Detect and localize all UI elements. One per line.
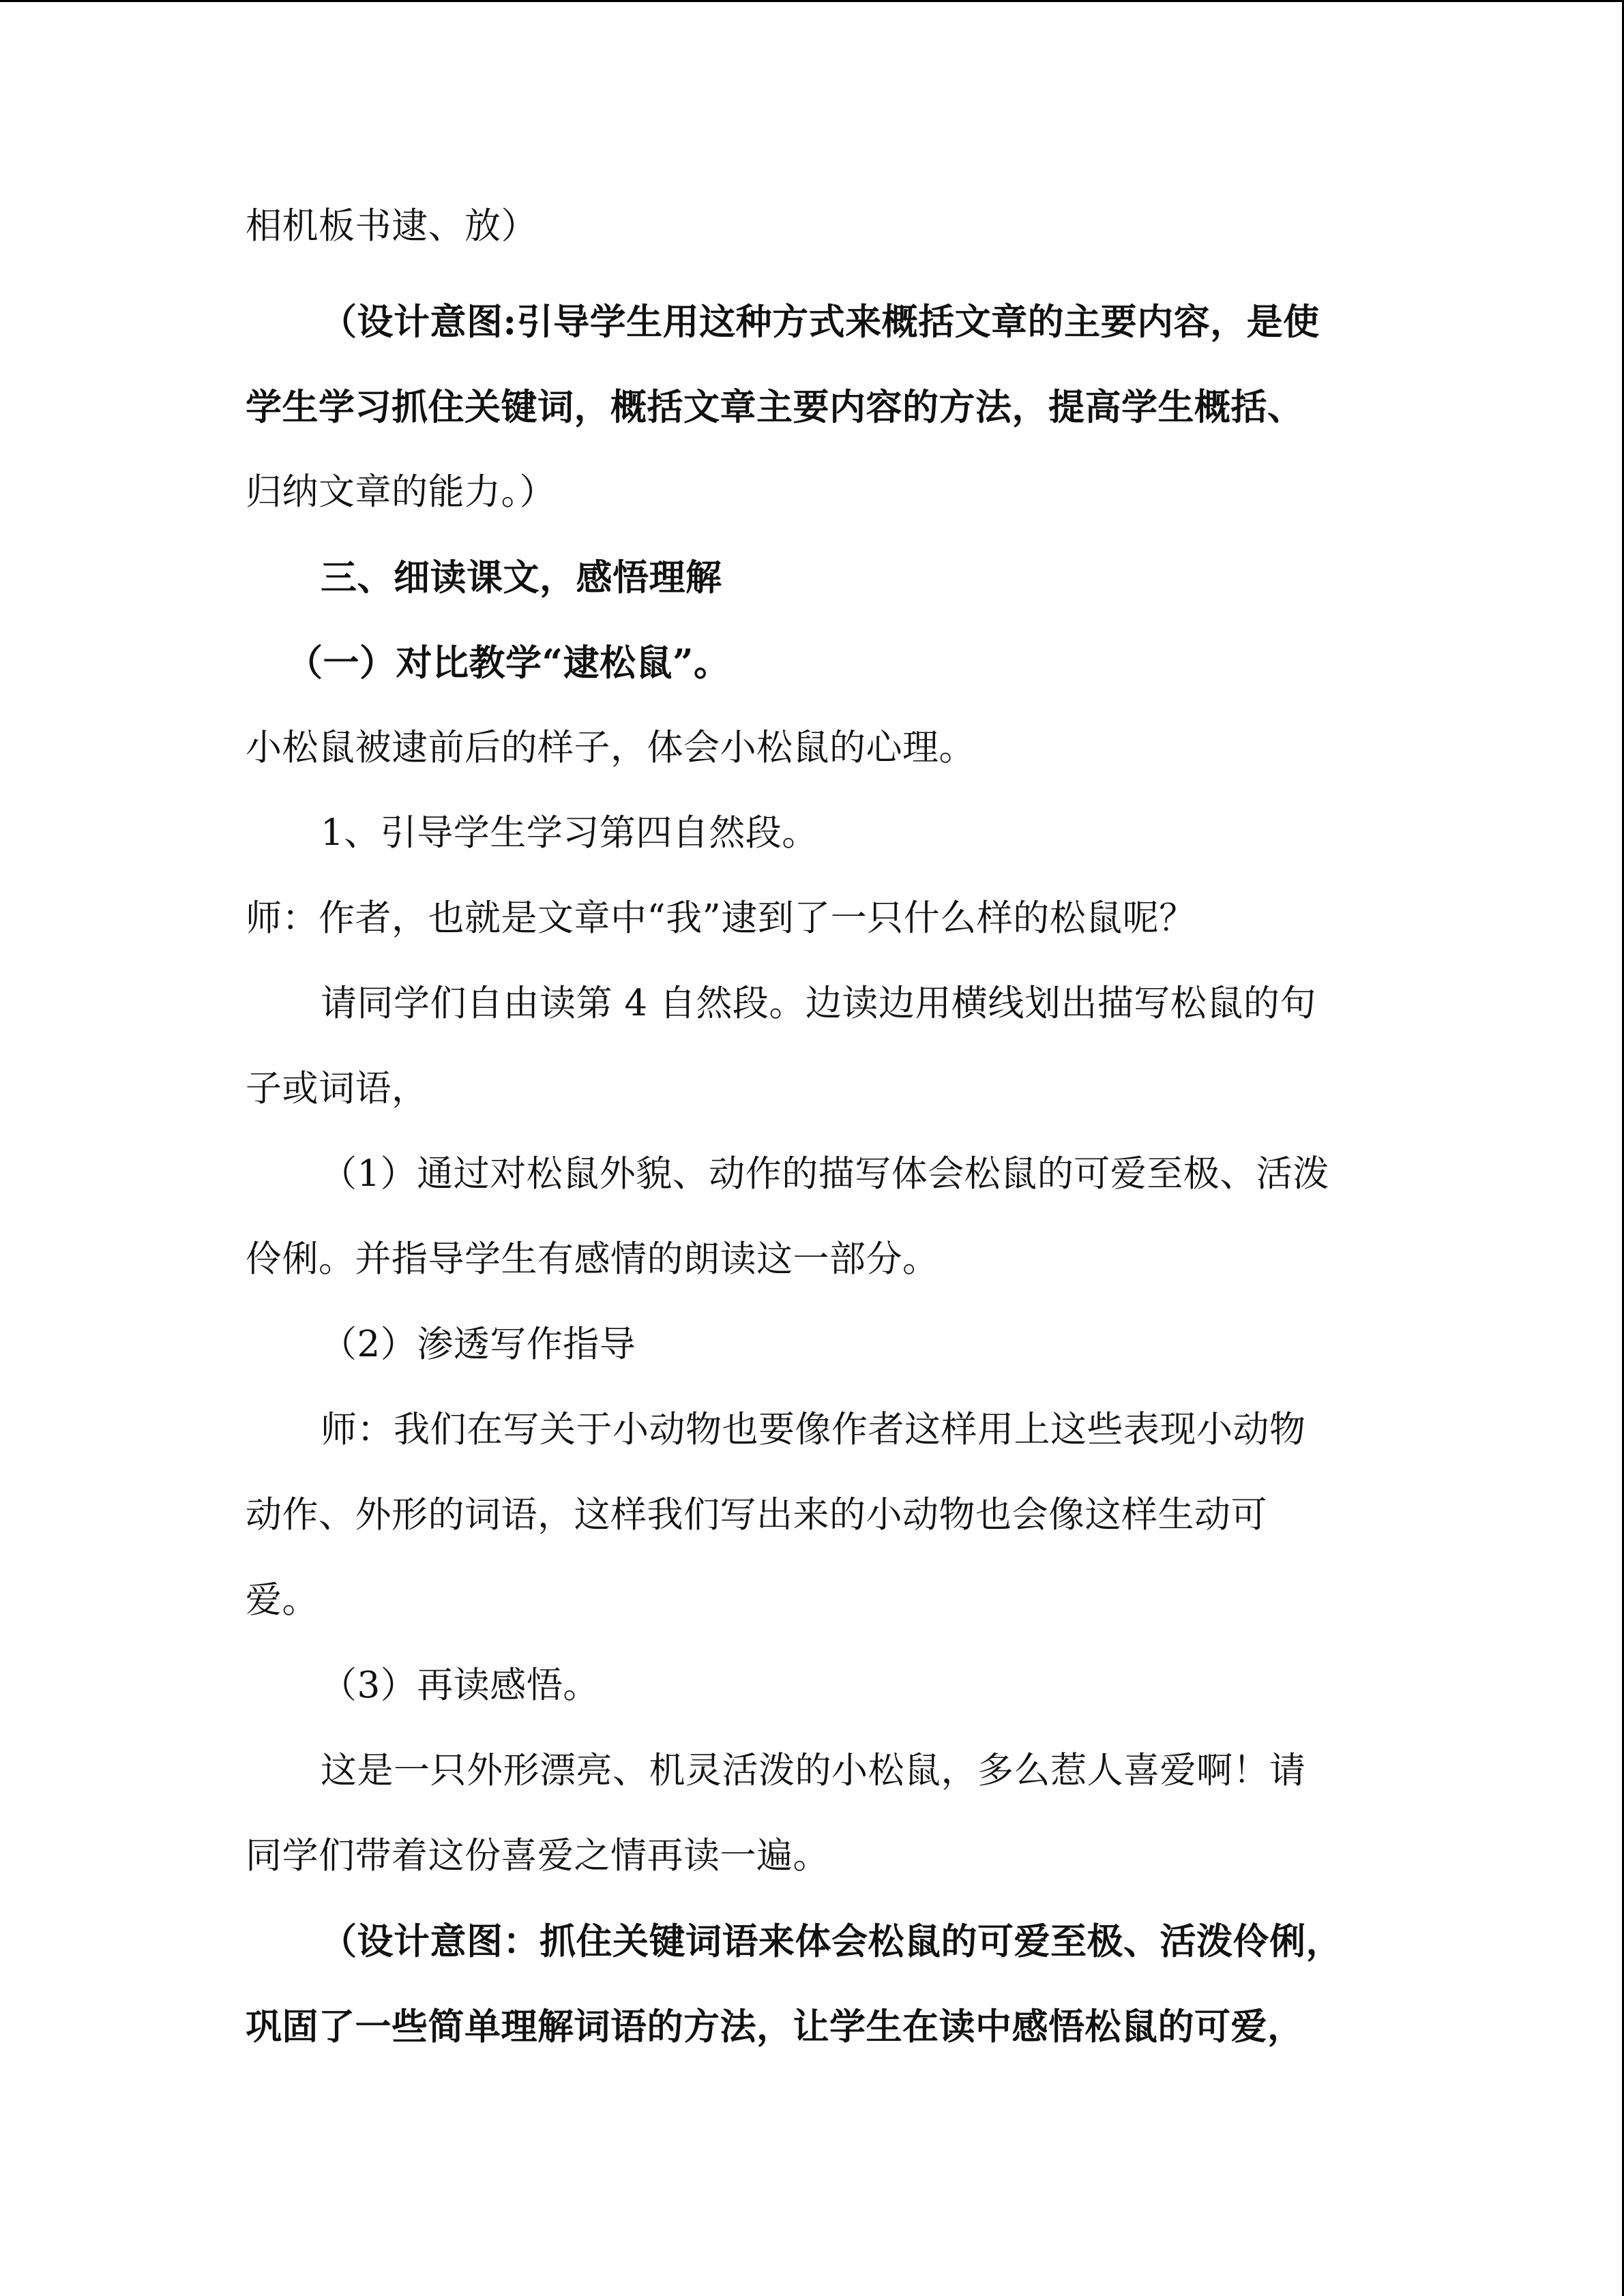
design-intent-line-4: 巩固了一些简单理解词语的方法，让学生在读中感悟松鼠的可爱，: [246, 2006, 1304, 2048]
design-intent-line-1: （设计意图:引导学生用这种方式来概括文章的主要内容，是使: [321, 301, 1320, 343]
text-line-16: 动作、外形的词语，这样我们写出来的小动物也会像这样生动可: [246, 1494, 1267, 1536]
text-line-10: 请同学们自由读第 4 自然段。边读边用横线划出描写松鼠的句: [321, 983, 1316, 1024]
text-line-20: 同学们带着这份喜爱之情再读一遍。: [246, 1835, 829, 1877]
text-line-18: （3）再读感悟。: [321, 1665, 600, 1706]
design-intent-line-3: （设计意图：抓住关键词语来体会松鼠的可爱至极、活泼伶俐，: [321, 1920, 1342, 1963]
text-line-9: 师：作者，也就是文章中“我”逮到了一只什么样的松鼠呢？: [246, 897, 1196, 939]
section-heading: 三、细读课文，感悟理解: [321, 556, 722, 599]
subsection-heading: （一）对比教学“逮松鼠”。: [286, 642, 730, 684]
text-line-15: 师：我们在写关于小动物也要像作者这样用上这些表现小动物: [321, 1409, 1306, 1450]
text-line-13: 伶俐。并指导学生有感情的朗读这一部分。: [246, 1238, 939, 1280]
text-line-8: 1、引导学生学习第四自然段。: [321, 812, 818, 854]
text-line-7: 小松鼠被逮前后的样子，体会小松鼠的心理。: [246, 727, 975, 769]
text-line-12: （1）通过对松鼠外貌、动作的描写体会松鼠的可爱至极、活泼: [321, 1153, 1329, 1195]
text-line-17: 爱。: [246, 1579, 319, 1621]
page-top-border: [0, 0, 1624, 2]
text-line-1: 相机板书逮、放）: [246, 205, 537, 247]
text-line-4: 归纳文章的能力。）: [246, 471, 556, 513]
text-line-11: 子或词语，: [246, 1068, 428, 1109]
text-line-19: 这是一只外形漂亮、机灵活泼的小松鼠，多么惹人喜爱啊！请: [321, 1750, 1306, 1791]
text-line-14: （2）渗透写作指导: [321, 1324, 636, 1365]
design-intent-line-2: 学生学习抓住关键词，概括文章主要内容的方法，提高学生概括、: [246, 386, 1304, 428]
